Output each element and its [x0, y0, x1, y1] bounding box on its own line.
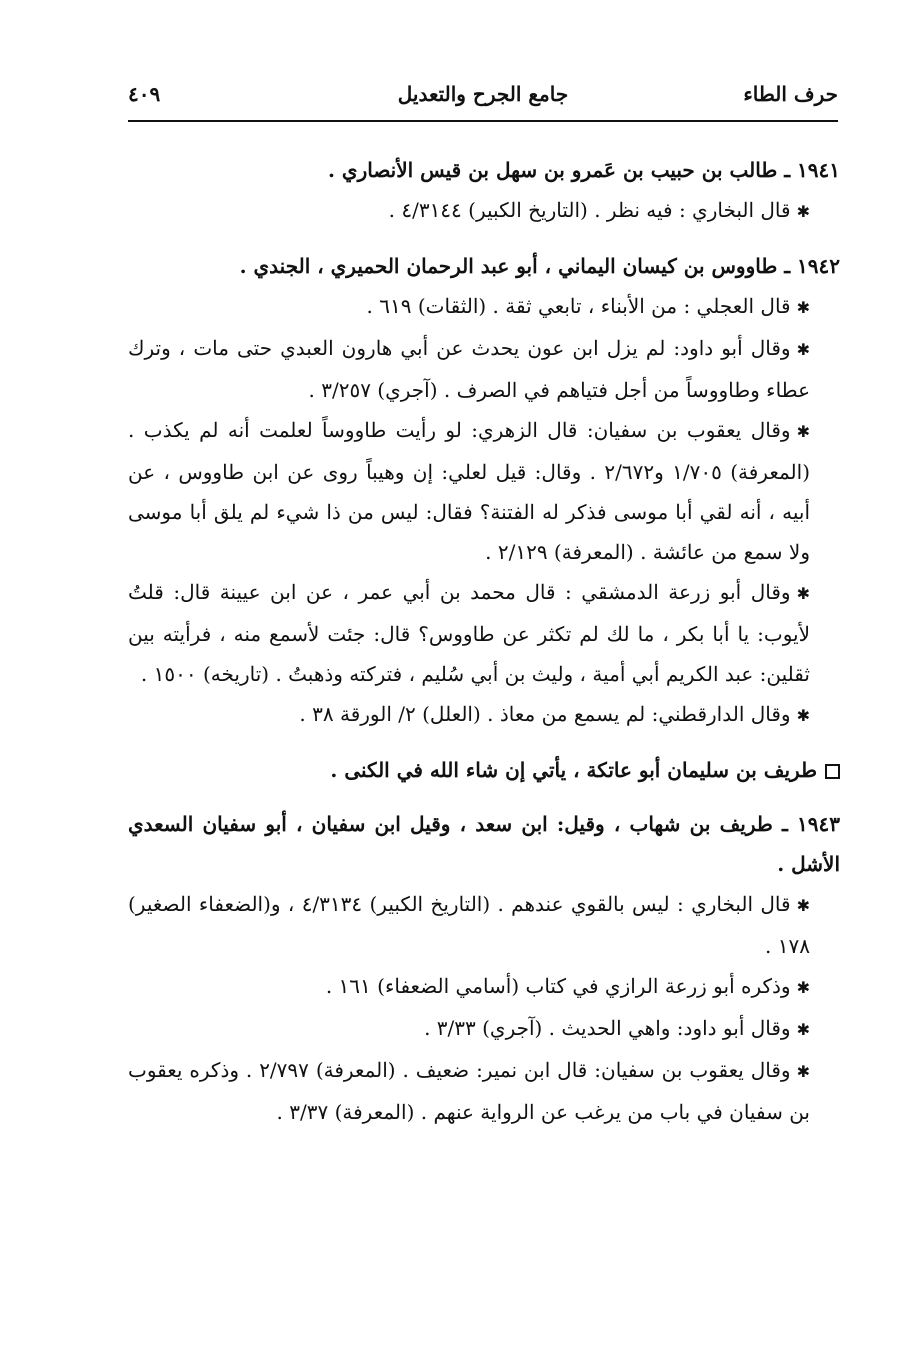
entry-1942: [128, 246, 840, 736]
square-bullet-icon: [825, 764, 840, 779]
entry-paragraph: ✱وقال يعقوب بن سفيان: قال ابن نمير: ضعيف . (المعرفة) ٢/٧٩٧ . وذكره يعقوب بن سفيان في باب من يرغب عن الرواية عنهم . (المعرفة) ٣/٣٧ .: [128, 1058, 810, 1124]
entry-title: طريف بن سليمان أبو عاتكة ، يأتي إن شاء الله في الكنى .: [128, 750, 840, 790]
page-body: [128, 150, 840, 1146]
entry-title: ١٩٤١ ـ طالب بن حبيب بن عَمرو بن سهل بن قيس الأنصاري .: [327, 158, 840, 182]
entry-paragraph: ✱قال العجلي : من الأبناء ، تابعي ثقة . (الثقات) ٦١٩ .: [366, 294, 810, 318]
entry-paragraph: ✱وقال أبو داود: واهي الحديث . (آجري) ٣/٣٣ .: [424, 1016, 810, 1040]
asterisk-icon: ✱: [796, 298, 810, 317]
cross-reference-entry: [128, 750, 840, 790]
page-header: [128, 76, 838, 122]
page-number: ٤٠٩: [128, 82, 161, 106]
entry-paragraph: ✱وقال أبو زرعة الدمشقي : قال محمد بن أبي عمر ، عن ابن عيينة قال: قلتُ لأيوب: يا أبا بكر ، ما لك لم تكثر عن طاووس؟ قال: جئت لأسمع منه ، فرأيته بين ثقلين: عبد الكريم أبي أمية ، وليث بن أبي سُليم ، فتركته وذهبتُ . (تاريخه) ١٥٠٠ .: [128, 580, 811, 686]
entry-paragraph: ✱وذكره أبو زرعة الرازي في كتاب (أسامي الضعفاء) ١٦١ .: [325, 974, 810, 998]
entry-paragraph: ✱وقال يعقوب بن سفيان: قال الزهري: لو رأيت طاووساً لعلمت أنه لم يكذب . (المعرفة) ١/٧٠٥ و٢/٦٧٢ . وقال: قيل لعلي: إن وهيباً روى عن ابن طاووس ، عن أبيه ، أنه لقي أبا موسى فذكر له الفتنة؟ فقال: ليس من ذا شيء لم يلق أبا موسى ولا سمع من عائشة . (المعرفة) ٢/١٢٩ .: [128, 418, 811, 564]
chapter-title: حرف الطاء: [743, 82, 838, 106]
asterisk-icon: ✱: [796, 422, 810, 441]
asterisk-icon: ✱: [796, 584, 811, 603]
entry-title: ١٩٤٣ ـ طريف بن شهاب ، وقيل: ابن سعد ، وقيل ابن سفيان ، أبو سفيان السعدي الأشل .: [128, 812, 840, 876]
entry-paragraph: ✱وقال الدارقطني: لم يسمع من معاذ . (العلل) ٢/ الورقة ٣٨ .: [299, 702, 810, 726]
entry-title: ١٩٤٢ ـ طاووس بن كيسان اليماني ، أبو عبد الرحمان الحميري ، الجندي .: [239, 254, 840, 278]
entry-1943: [128, 804, 840, 1132]
asterisk-icon: ✱: [796, 202, 810, 221]
entry-paragraph: ✱قال البخاري : ليس بالقوي عندهم . (التاريخ الكبير) ٤/٣١٣٤ ، و(الضعفاء الصغير) ١٧٨ .: [128, 892, 810, 958]
entry-paragraph: ✱وقال أبو داود: لم يزل ابن عون يحدث عن أبي هارون العبدي حتى مات ، وترك عطاء وطاووساً من أجل فتياهم في الصرف . (آجري) ٣/٢٥٧ .: [128, 336, 810, 402]
entry-1941: [128, 150, 840, 232]
asterisk-icon: ✱: [796, 978, 810, 997]
asterisk-icon: ✱: [796, 896, 810, 915]
entry-paragraph: ✱قال البخاري : فيه نظر . (التاريخ الكبير) ٤/٣١٤٤ .: [388, 198, 810, 222]
asterisk-icon: ✱: [796, 1062, 810, 1081]
asterisk-icon: ✱: [796, 340, 810, 359]
book-title: جامع الجرح والتعديل: [397, 82, 569, 106]
asterisk-icon: ✱: [796, 1020, 810, 1039]
asterisk-icon: ✱: [796, 706, 810, 725]
